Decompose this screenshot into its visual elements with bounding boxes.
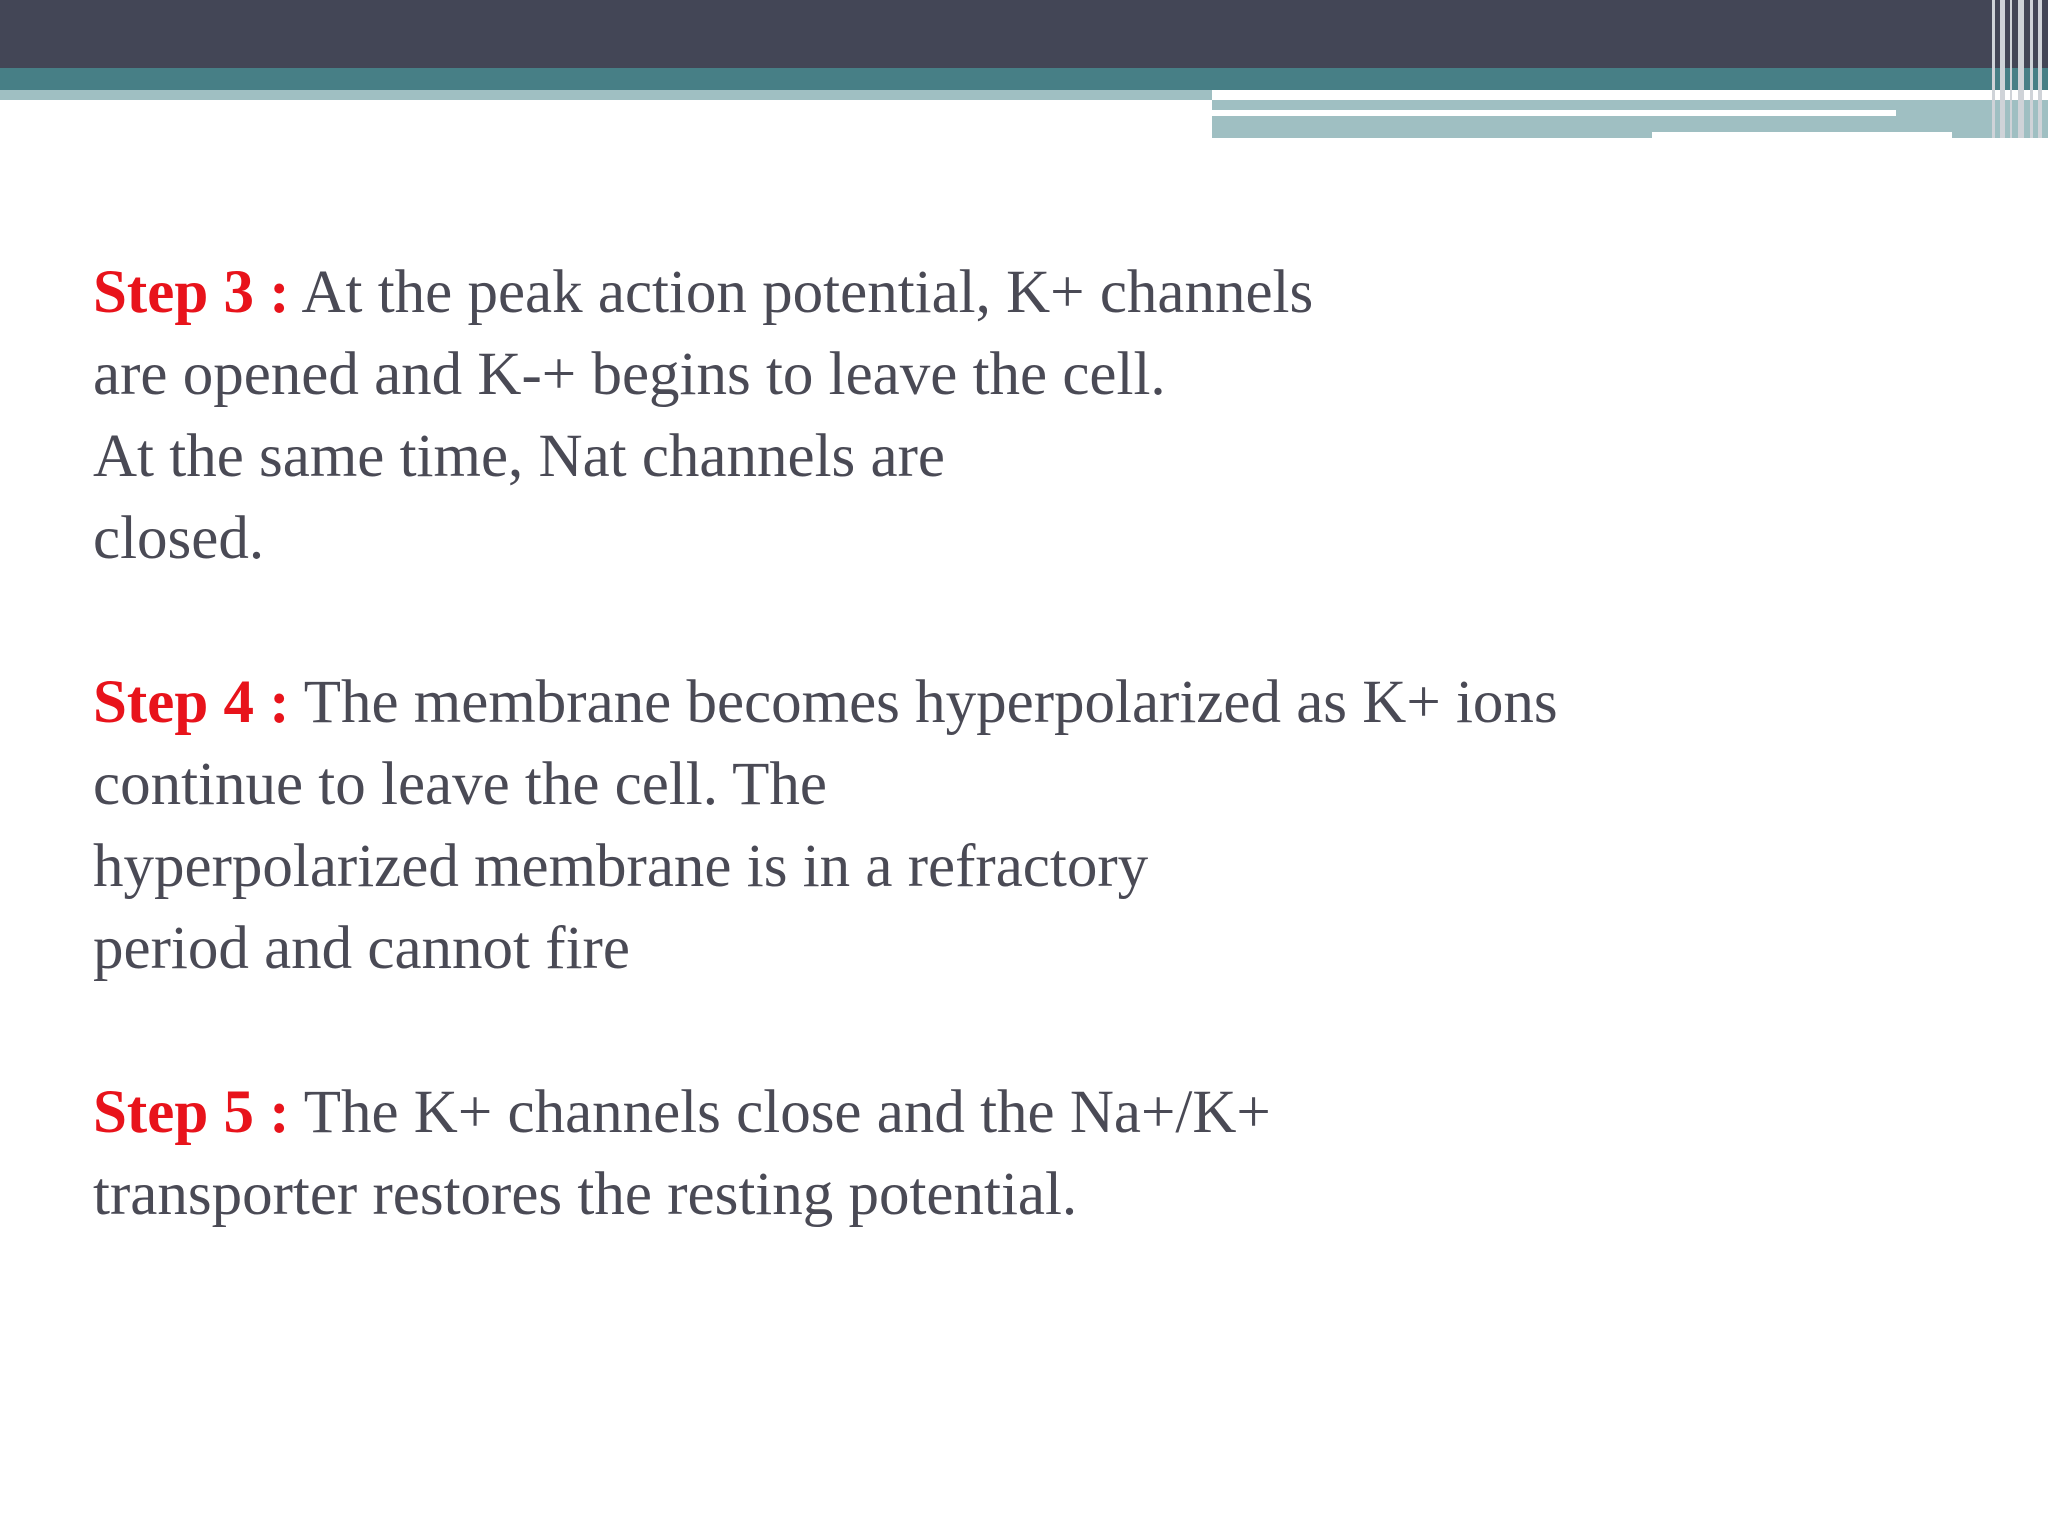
step-3-paragraph [93, 252, 1993, 580]
step-3-line-4: closed. [93, 505, 265, 572]
step-3-line-2: are opened and K-+ begins to leave the cell. [93, 341, 1166, 408]
edge-line [2030, 0, 2033, 138]
header-white-stripe-lower [1652, 132, 1952, 138]
slide-content [93, 252, 1993, 1318]
edge-line [1992, 0, 1995, 138]
step-4-line-3: hyperpolarized membrane is in a refractory [93, 833, 1149, 900]
step-3-text-1: At the peak action potential, K+ channels [301, 259, 1314, 326]
edge-line [2000, 0, 2005, 138]
step-5-text-1: The K+ channels close and the Na+/K+ [303, 1079, 1271, 1146]
header-dark-band [0, 0, 2048, 68]
step-3-line-1 [93, 252, 1993, 334]
step-4-line-2: continue to leave the cell. The [93, 751, 827, 818]
step-3-line-3: At the same time, Nat channels are [93, 423, 945, 490]
edge-line [2018, 0, 2024, 138]
header-white-stripe [1212, 110, 1896, 116]
edge-line [2010, 0, 2012, 138]
step-5-paragraph [93, 1072, 1993, 1236]
header-edge-lines [1988, 0, 2048, 138]
header-teal-band [0, 68, 2048, 90]
step-4-line-4: period and cannot fire [93, 915, 630, 982]
step-5-line-2: transporter restores the resting potential. [93, 1161, 1078, 1228]
step-4-label: Step 4 : [93, 669, 290, 736]
step-3-label: Step 3 : [93, 259, 290, 326]
step-5-line-1 [93, 1072, 1993, 1154]
step-4-line-1 [93, 662, 1993, 744]
step-5-label: Step 5 : [93, 1079, 290, 1146]
header-light-band-left [0, 90, 1212, 100]
step-4-paragraph [93, 662, 1993, 990]
step-4-text-1: The membrane becomes hyperpolarized as K+ ions [303, 669, 1558, 736]
edge-line [2038, 0, 2042, 138]
